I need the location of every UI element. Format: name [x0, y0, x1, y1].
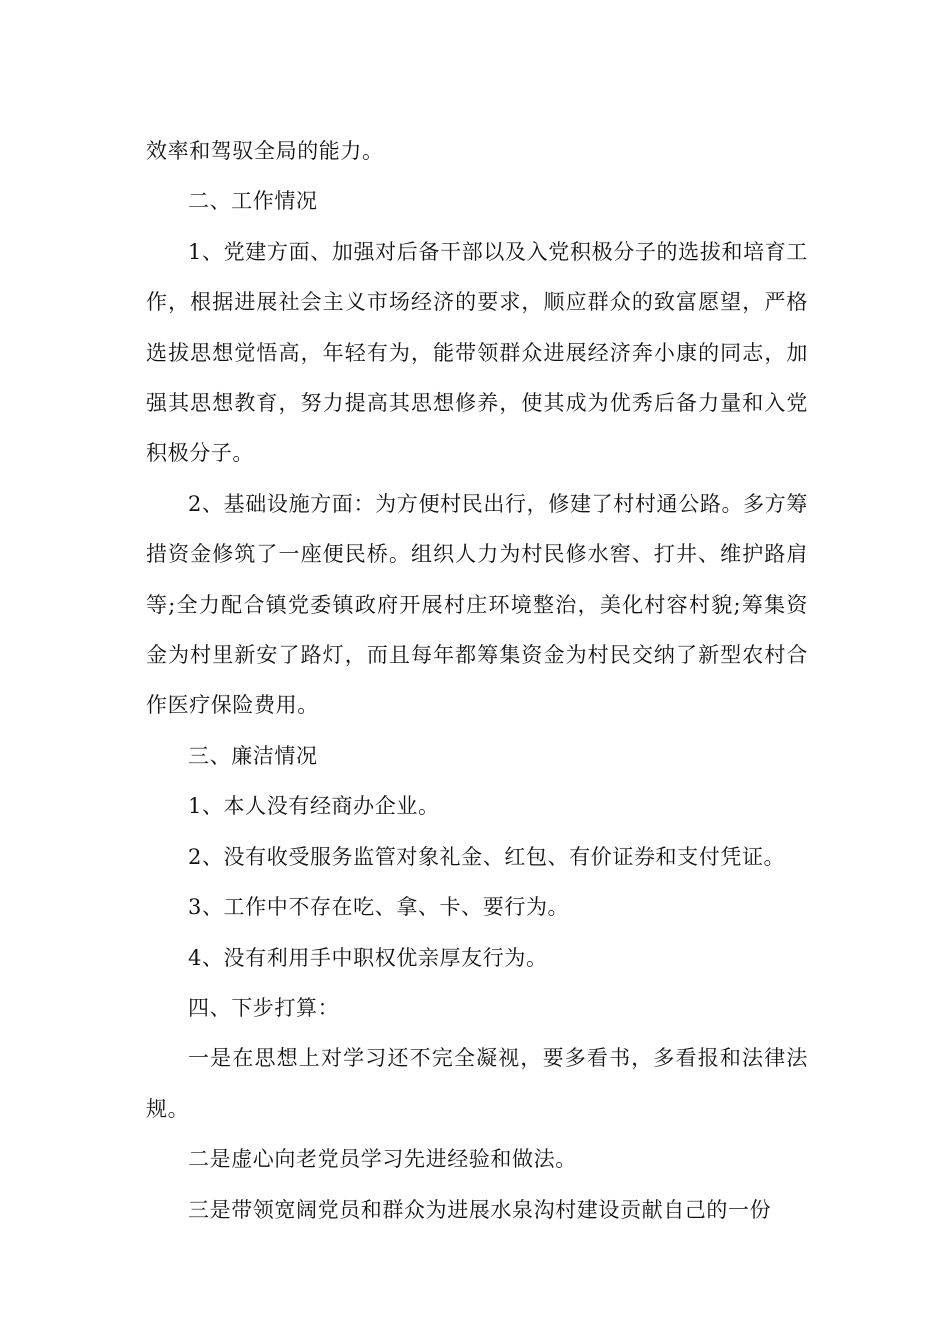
section-heading-plan: 四、下步打算：: [188, 995, 340, 1020]
plan-item-2: 二是虚心向老党员学习先进经验和做法。: [188, 1147, 577, 1172]
section-heading-work: 二、工作情况: [188, 189, 318, 214]
document-body: [146, 126, 808, 1235]
paragraph-party-building: 1、党建方面、加强对后备干部以及入党积极分子的选拔和培育工作，根据进展社会主义市场经济的要求，顺应群众的致富愿望，严格选拔思想觉悟高，年轻有为，能带领群众进展经济奔小康的同志，加强其思想教育，努力提高其思想修养，使其成为优秀后备力量和入党积极分子。: [146, 239, 808, 466]
list-item-integrity-2: 2、没有收受服务监管对象礼金、红包、有价证券和支付凭证。: [188, 844, 786, 869]
paragraph-continuation: 效率和驾驭全局的能力。: [146, 139, 384, 163]
plan-item-3: 三是带领宽阔党员和群众为进展水泉沟村建设贡献自己的一份: [188, 1197, 772, 1222]
list-item-integrity-4: 4、没有利用手中职权优亲厚友行为。: [188, 945, 548, 970]
plan-item-1: 一是在思想上对学习还不完全凝视，要多看书，多看报和法律法规。: [146, 1046, 808, 1121]
list-item-integrity-3: 3、工作中不存在吃、拿、卡、要行为。: [188, 895, 570, 920]
paragraph-infrastructure: 2、基础设施方面：为方便村民出行，修建了村村通公路。多方筹措资金修筑了一座便民桥。组织人力为村民修水窖、打井、维护路肩等;全力配合镇党委镇政府开展村庄环境整治，美化村容村貌;筹集资金为村里新安了路灯，而且每年都筹集资金为村民交纳了新型农村合作医疗保险费用。: [146, 491, 808, 718]
list-item-integrity-1: 1、本人没有经商办企业。: [188, 794, 440, 819]
section-heading-integrity: 三、廉洁情况: [188, 743, 318, 768]
